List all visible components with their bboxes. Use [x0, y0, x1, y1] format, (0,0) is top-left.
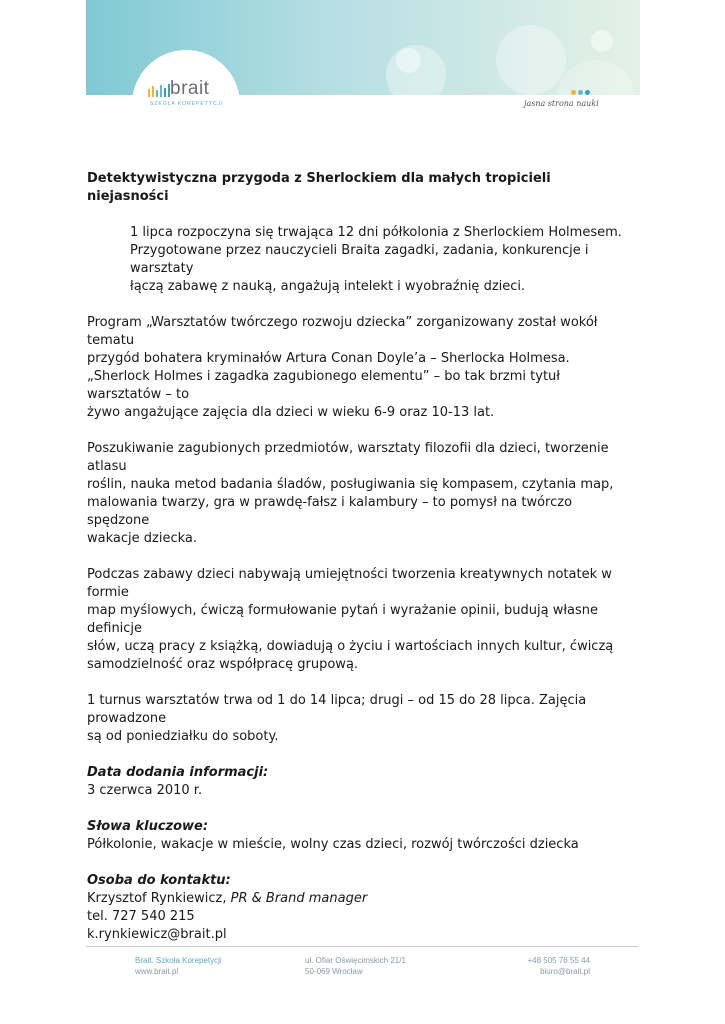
lead-paragraph	[87, 224, 632, 296]
text-line: wakacje dziecka.	[87, 531, 197, 546]
paragraph-program	[87, 314, 632, 422]
article-title: Detektywistyczna przygoda z Sherlockiem dla małych tropicieli niejasności	[87, 171, 551, 204]
contact-label: Osoba do kontaktu:	[87, 873, 231, 888]
text-line: 1 turnus warsztatów trwa od 1 do 14 lipca; drugi – od 15 do 28 lipca. Zajęcia prowadzone	[87, 693, 587, 726]
footer-divider	[86, 946, 638, 947]
paragraph-schedule	[87, 692, 632, 746]
footer-address	[305, 955, 406, 977]
text-line: przygód bohatera kryminałów Artura Conan Doyle’a – Sherlocka Holmesa.	[87, 351, 570, 366]
footer-company	[135, 955, 222, 977]
text-line: Poszukiwanie zagubionych przedmiotów, warsztaty filozofii dla dzieci, tworzenie atlasu	[87, 441, 609, 474]
logo-wordmark: brait	[170, 78, 210, 99]
text-line: łączą zabawę z nauką, angażują intelekt i wyobraźnię dzieci.	[130, 279, 526, 294]
paragraph-skills	[87, 566, 632, 674]
keywords-label: Słowa kluczowe:	[87, 819, 209, 834]
logo-icon	[148, 84, 170, 97]
text-line: samodzielność oraz współpracę grupową.	[87, 657, 359, 672]
footer-company-name: Brait. Szkoła Korepetycji	[135, 956, 222, 965]
paragraph-activities	[87, 440, 632, 548]
text-line: Przygotowane przez nauczycieli Braita zagadki, zadania, konkurencje i warsztaty	[130, 243, 589, 276]
text-line: Program „Warsztatów twórczego rozwoju dziecka” zorganizowany został wokół tematu	[87, 315, 598, 348]
text-line: malowania twarzy, gra w prawdę-fałsz i kalambury – to pomysł na twórczo spędzone	[87, 495, 573, 528]
text-line: roślin, nauka metod badania śladów, posługiwania się kompasem, czytania map,	[87, 477, 614, 492]
date-value: 3 czerwca 2010 r.	[87, 783, 203, 798]
decorative-bubble	[556, 60, 636, 95]
footer-city: 50-069 Wrocław	[305, 967, 363, 976]
text-line: map myślowych, ćwiczą formułowanie pytań i wyrażanie opinii, budują własne definicje	[87, 603, 598, 636]
footer-contact	[500, 955, 590, 977]
contact-role: PR & Brand manager	[230, 891, 368, 906]
brand-dots-icon	[571, 90, 590, 95]
footer-street: ul. Ofiar Oświęcimskich 21/1	[305, 956, 406, 965]
contact-block	[87, 872, 632, 944]
contact-phone: tel. 727 540 215	[87, 909, 195, 924]
article	[87, 170, 632, 962]
contact-name: Krzysztof Rynkiewicz,	[87, 891, 231, 906]
contact-person	[87, 890, 632, 908]
footer-phone: +48 505 76 55 44	[527, 956, 590, 965]
text-line: żywo angażujące zajęcia dla dzieci w wieku 6-9 oraz 10-13 lat.	[87, 405, 495, 420]
date-label: Data dodania informacji:	[87, 765, 269, 780]
decorative-bubble	[591, 30, 613, 52]
contact-email[interactable]: k.rynkiewicz@brait.pl	[87, 927, 227, 942]
text-line: Podczas zabawy dzieci nabywają umiejętności tworzenia kreatywnych notatek w formie	[87, 567, 612, 600]
decorative-bubble	[396, 48, 421, 73]
keywords-block	[87, 818, 632, 854]
text-line: „Sherlock Holmes i zagadka zagubionego elementu” – bo tak brzmi tytuł warsztatów – to	[87, 369, 560, 402]
text-line: są od poniedziałku do soboty.	[87, 729, 279, 744]
footer-website[interactable]: www.brait.pl	[135, 967, 179, 976]
logo-tagline: SZKOŁA KOREPETYCJI	[150, 101, 224, 107]
keywords-value: Półkolonie, wakacje w mieście, wolny czas dzieci, rozwój twórczości dziecka	[87, 837, 579, 852]
decorative-bubble	[496, 25, 566, 95]
slogan: jasna strona nauki	[524, 99, 599, 108]
date-block	[87, 764, 632, 800]
text-line: 1 lipca rozpoczyna się trwająca 12 dni półkolonia z Sherlockiem Holmesem.	[130, 225, 622, 240]
footer-email[interactable]: biuro@brait.pl	[540, 967, 590, 976]
text-line: słów, uczą pracy z książką, dowiadują o życiu i wartościach innych kultur, ćwiczą	[87, 639, 614, 654]
